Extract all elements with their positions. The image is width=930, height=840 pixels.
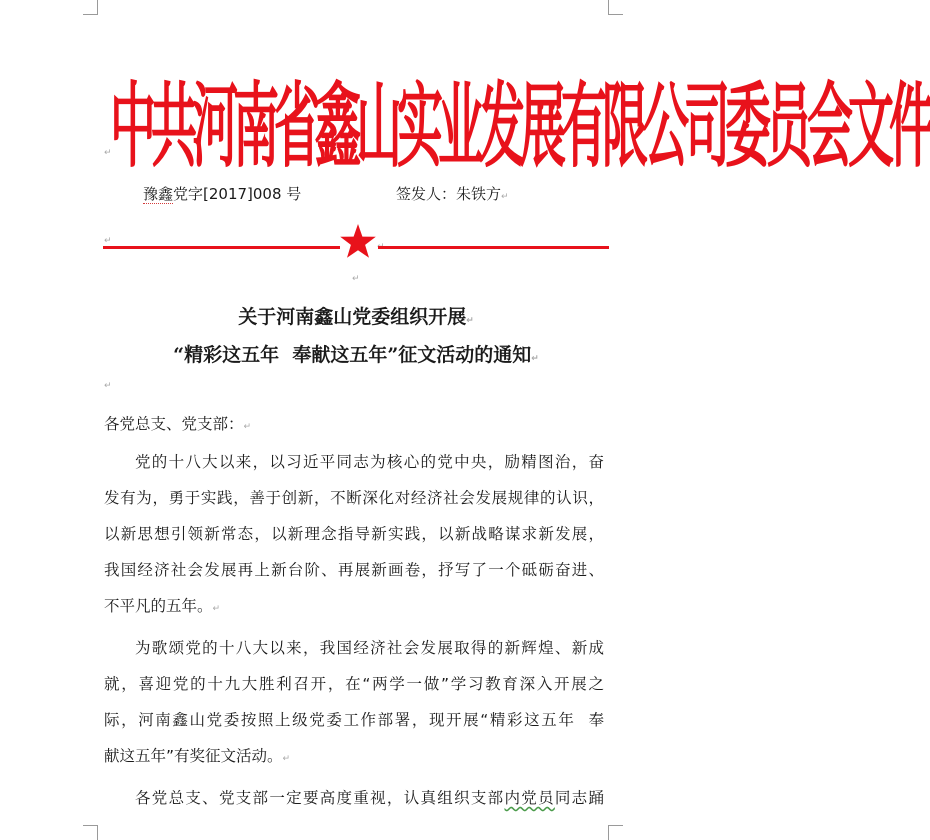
body-paragraph-2 [104,630,604,777]
page-corner-mark [83,0,98,15]
salutation-text: 各党总支、党支部： [104,415,244,433]
paragraph-mark: ↵ [212,604,221,614]
notice-title-line-2 [103,340,609,367]
body-paragraph-1 [104,444,604,627]
issuer [396,183,509,204]
text-line [104,780,604,816]
grammar-underlined-text: 内党员 [504,789,555,807]
document-number-prefix: 豫鑫 [143,185,174,203]
text-segment: 各党总支、党支部一定要高度重视，认真组织支部 [135,789,505,807]
text-line: 以新思想引领新常态，以新理念指导新实践，以新战略谋求新发展， [104,525,604,543]
salutation [104,406,604,445]
text-segment: 同志踊 [554,789,604,807]
paragraph-mark: ↵ [243,422,252,432]
body-paragraph-3 [104,780,604,816]
text-line-end: 献这五年”有奖征文活动。 [104,747,283,765]
paragraph-mark: ↵ [352,274,360,284]
text-line: 我国经济社会发展再上新台阶、再展新画卷，抒写了一个砥砺奋进、 [104,561,604,579]
paragraph-mark: ↵ [282,754,291,764]
red-divider-left [103,246,340,249]
notice-title-text: “精彩这五年 奉献这五年”征文活动的通知 [173,344,532,366]
paragraph-mark: ↵ [104,381,112,391]
issuer-text: 签发人：朱铁方 [396,185,502,203]
page-corner-mark [608,0,623,15]
page-corner-mark [83,825,98,840]
text-line [104,588,604,627]
red-header-title: 中共河南省鑫山实业发展有限公司委员会文件 [110,72,930,180]
text-line: 就，喜迎党的十九大胜利召开，在“两学一做”学习教育深入开展之 [104,675,604,693]
text-line: 为歌颂党的十八大以来，我国经济社会发展取得的新辉煌、新成 [135,639,604,657]
document-number-rest: 党字[2017]008 号 [173,185,302,203]
paragraph-mark: ↵ [104,236,112,246]
paragraph-mark: ↵ [501,192,509,202]
text-line [104,738,604,777]
text-line: 际，河南鑫山党委按照上级党委工作部署，现开展“精彩这五年 奉 [104,711,604,729]
paragraph-mark: ↵ [531,354,539,364]
paragraph-mark: ↵ [104,148,112,158]
notice-title-text: 关于河南鑫山党委组织开展 [238,306,467,328]
page-corner-mark [608,825,623,840]
text-line-end: 不平凡的五年。 [104,597,213,615]
text-line: 发有为，勇于实践，善于创新，不断深化对经济社会发展规律的认识， [104,489,604,507]
notice-title-line-1 [103,302,609,329]
document-number [143,183,301,204]
text-line: 党的十八大以来，以习近平同志为核心的党中央，励精图治，奋 [135,453,604,471]
paragraph-mark: ↵ [466,316,474,326]
red-divider-right [378,246,609,249]
red-star-icon [339,223,377,261]
